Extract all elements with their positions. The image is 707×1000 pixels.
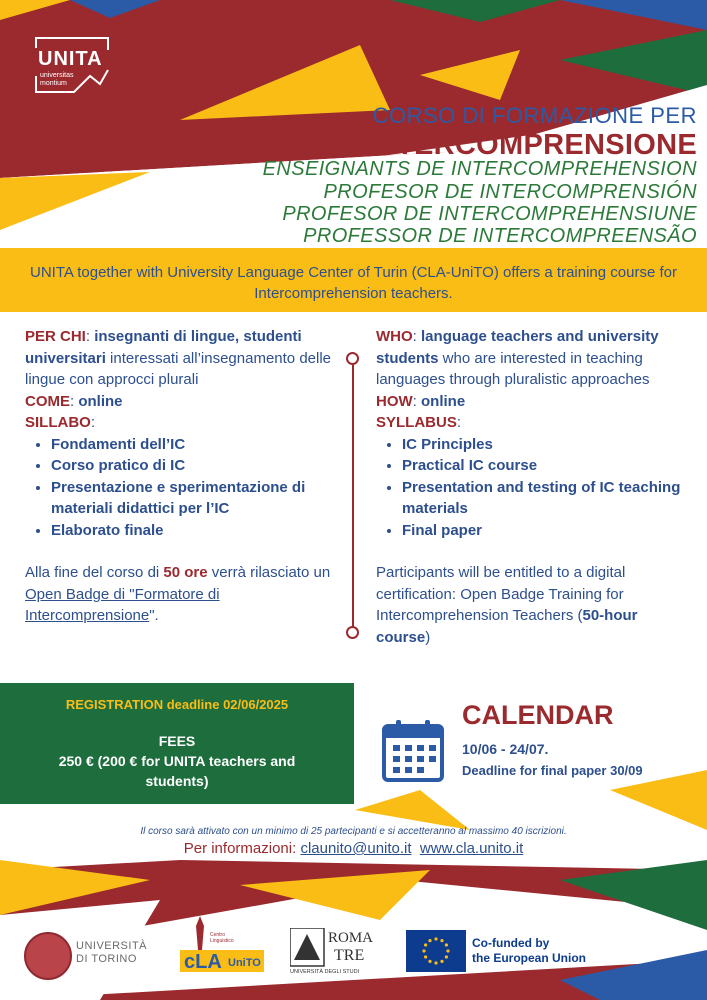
column-divider: [352, 356, 354, 631]
syllabus-list-en: [376, 434, 691, 542]
syllabus-list-it: [25, 434, 340, 542]
roma-tre-logo: [290, 928, 376, 974]
fees-value: 250 € (200 € for UNITA teachers and students): [58, 753, 296, 789]
cla-mark-icon: [178, 916, 264, 974]
svg-text:UniTO: UniTO: [228, 957, 261, 969]
svg-text:cLA: cLA: [184, 951, 222, 973]
how-value-en: online: [421, 392, 466, 410]
eu-flag-icon: [406, 930, 466, 972]
list-item: • Elaborato finale: [51, 520, 340, 542]
calendar-deadline: Deadline for final paper 30/09: [462, 763, 643, 778]
divider-dot-bottom: [346, 626, 359, 639]
completion-text-en: Participants will be entitled to a digital certification: Open Badge Training for Intercomprehension Teachers (50-hour course): [376, 564, 638, 646]
list-item: • Practical IC course: [402, 455, 691, 477]
subtitle-french: ENSEIGNANTS DE INTERCOMPREHENSION: [262, 158, 697, 180]
italian-column: PER CHI: insegnanti di lingue, studenti universitari interessati all’insegnamento delle lingue con approcci plurali COME: online SILLABO: • Fondamenti dell’IC • Corso pratico di IC • Presentazione e sperimentazione di materiali didattici per l’IC • Elaborato finale Alla fine del corso di 50 ore verrà rilasciato un Open Badge di "Formatore di Intercomprensione".: [25, 326, 340, 627]
open-badge-link[interactable]: Open Badge di "Formatore di Intercomprensione: [25, 585, 220, 624]
calendar-icon: [382, 718, 444, 782]
list-item: • Fondamenti dell’IC: [51, 434, 340, 456]
who-bold-it: insegnanti di lingue, studenti universitari: [25, 328, 302, 367]
list-item: • Final paper: [402, 520, 691, 542]
unito-seal-icon: [24, 932, 72, 980]
list-item: • Presentation and testing of IC teaching materials: [402, 477, 691, 520]
contact-info: [0, 840, 707, 857]
divider-dot-top: [346, 352, 359, 365]
info-label: Per informazioni:: [183, 840, 301, 857]
logo-tagline: universitas montium: [40, 72, 74, 87]
who-bold-en: language teachers and university students: [376, 328, 659, 367]
roma-tre-mark-icon: [290, 928, 376, 974]
svg-text:UNIVERSITÀ DEGLI STUDI: UNIVERSITÀ DEGLI STUDI: [290, 969, 360, 974]
title-line1: CORSO DI FORMAZIONE PER: [372, 103, 697, 128]
intro-text: UNITA together with University Language Center of Turin (CLA-UniTO) offers a training course for Intercomprehension teachers.: [30, 264, 677, 302]
who-rest-it: interessati all’insegnamento delle lingue con approcci plurali: [25, 349, 332, 388]
participants-note: Il corso sarà attivato con un minimo di 25 partecipanti e si accetteranno al massimo 40 iscrizioni.: [140, 826, 567, 837]
calendar-dates: 10/06 - 24/07.: [462, 741, 549, 757]
list-item: • Presentazione e sperimentazione di materiali didattici per l’IC: [51, 477, 340, 520]
how-label-en: HOW: [376, 392, 413, 410]
who-rest-en: who are interested in teaching languages through pluralistic approaches: [376, 349, 650, 388]
subtitle-portuguese: PROFESSOR DE INTERCOMPREENSÃO: [303, 225, 697, 247]
how-label-it: COME: [25, 392, 70, 410]
fees-label: FEES: [158, 733, 196, 749]
svg-text:Centro: Centro: [210, 932, 226, 938]
english-column: WHO: language teachers and university students who are interested in teaching languages through pluralistic approaches HOW: online SYLLABUS: • IC Principles • Practical IC course • Presentation and testing of IC teaching materials • Final paper Participants will be entitled to a digital certification: Open Badge Training for Intercomprehension Teachers (50-hour course): [376, 326, 691, 648]
unito-name: UNIVERSITÀ DI TORINO: [76, 940, 148, 965]
website-link[interactable]: www.cla.unito.it: [419, 840, 524, 857]
completion-text-it: Alla fine del corso di 50 ore verrà rilasciato un Open Badge di "Formatore di Intercomprensione".: [25, 564, 331, 624]
unita-logo: [34, 36, 110, 94]
registration-deadline: REGISTRATION deadline 02/06/2025: [65, 697, 289, 712]
who-label-en: WHO: [376, 328, 413, 345]
logo-text: UNITA: [38, 48, 103, 70]
fees-block: [0, 731, 354, 791]
list-item: • Corso pratico di IC: [51, 455, 340, 477]
svg-text:TRE: TRE: [334, 947, 365, 964]
eu-logo: [406, 930, 596, 972]
how-value-it: online: [78, 392, 123, 410]
email-link[interactable]: claunito@unito.it: [300, 840, 412, 857]
syllabus-label-it: SILLABO: [25, 414, 91, 431]
subtitle-romanian: PROFESOR DE INTERCOMPREHENSIUNE: [282, 203, 697, 225]
subtitle-spanish: PROFESOR DE INTERCOMPRENSIÓN: [323, 181, 697, 203]
syllabus-label-en: SYLLABUS: [376, 414, 457, 431]
list-item: • IC Principles: [402, 434, 691, 456]
who-label-it: PER CHI: [25, 328, 86, 345]
calendar-title: CALENDAR: [462, 700, 614, 730]
title-line2: INSEGNANTI DI INTERCOMPRENSIONE: [138, 129, 697, 161]
eu-text: Co-funded by the European Union: [472, 936, 586, 965]
unito-logo: [24, 932, 148, 976]
svg-text:ROMA: ROMA: [328, 930, 374, 946]
cla-logo: [178, 916, 264, 974]
svg-text:Linguistico: Linguistico: [210, 938, 234, 944]
